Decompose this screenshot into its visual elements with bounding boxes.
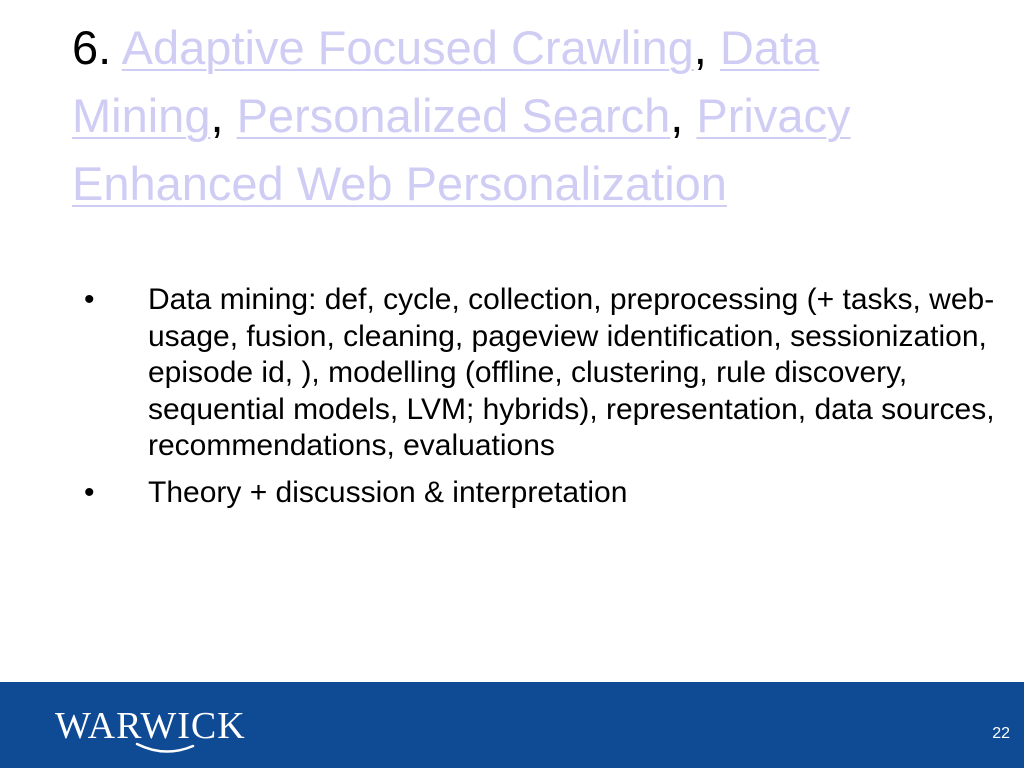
warwick-logo xyxy=(55,706,285,756)
title-separator: , xyxy=(210,89,224,142)
footer-bar xyxy=(0,682,1024,768)
logo-swoosh-icon xyxy=(135,742,195,756)
slide-title xyxy=(72,14,972,218)
title-number: 6. xyxy=(72,21,112,74)
title-link-adaptive-focused-crawling[interactable]: Adaptive Focused Crawling xyxy=(121,21,694,74)
bullet-list xyxy=(84,282,1014,521)
bullet-item xyxy=(84,282,1014,465)
logo-text: WARWICK xyxy=(55,705,246,747)
bullet-icon: • xyxy=(84,283,95,316)
bullet-text: Data mining: def, cycle, collection, preprocessing (+ tasks, web-usage, fusion, cleaning, pageview identification, sessionization, episode id, ), modelling (offline, clustering, rule discovery, sequential models, LVM; hybrids), representation, data sources, recommendations, evaluations xyxy=(148,283,995,462)
bullet-icon: • xyxy=(84,475,95,509)
title-link-data-mining[interactable]: Data Mining xyxy=(72,21,820,142)
page-number: 22 xyxy=(992,725,1010,742)
title-separator: , xyxy=(670,89,684,142)
title-separator: , xyxy=(693,21,707,74)
bullet-item xyxy=(84,475,1014,512)
bullet-text: Theory + discussion & interpretation xyxy=(148,475,628,509)
title-link-privacy-enhanced-web-personalization[interactable]: Privacy Enhanced Web Personalization xyxy=(72,89,851,210)
title-link-personalized-search[interactable]: Personalized Search xyxy=(236,89,671,142)
